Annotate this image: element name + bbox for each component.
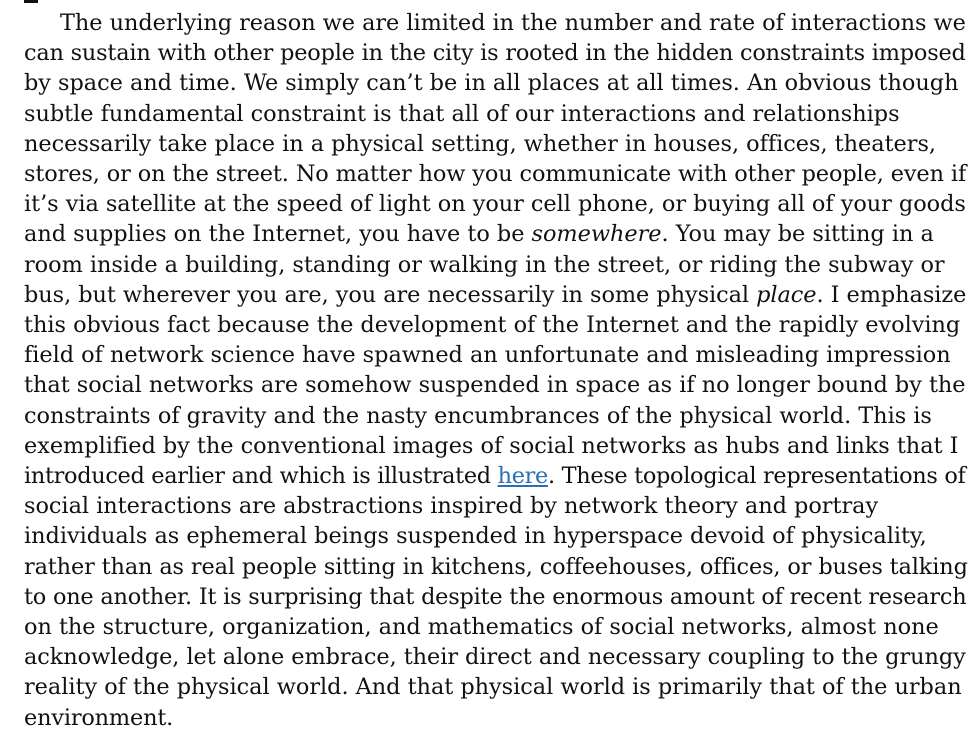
paragraph-line: it’s via satellite at the speed of light on your cell phone, or buying all of your goods — [24, 191, 966, 218]
paragraph-line: introduced earlier and which is illustrated here. These topological representations of — [24, 463, 966, 490]
paragraph-line: reality of the physical world. And that physical world is primarily that of the urban — [24, 674, 962, 701]
paragraph-line: acknowledge, let alone embrace, their direct and necessary coupling to the grungy — [24, 644, 966, 671]
here-link[interactable]: here — [497, 463, 548, 490]
paragraph-line: this obvious fact because the development of the Internet and the rapidly evolving — [24, 312, 961, 339]
book-page — [24, 8, 968, 733]
emphasis-somewhere: somewhere — [531, 221, 662, 248]
paragraph-line: constraints of gravity and the nasty encumbrances of the physical world. This is — [24, 402, 932, 429]
emphasis-place: place — [756, 281, 817, 308]
paragraph-line: rather than as real people sitting in kitchens, coffeehouses, offices, or buses talking — [24, 553, 968, 580]
body-paragraph — [24, 8, 968, 733]
paragraph-line: environment. — [24, 704, 174, 731]
paragraph-line: necessarily take place in a physical setting, whether in houses, offices, theaters, — [24, 130, 937, 157]
paragraph-line: stores, or on the street. No matter how you communicate with other people, even if — [24, 161, 967, 188]
paragraph-line: The underlying reason we are limited in the number and rate of interactions we — [60, 10, 966, 36]
paragraph-line: subtle fundamental constraint is that all of our interactions and relationships — [24, 100, 900, 127]
paragraph-line: exemplified by the conventional images of social networks as hubs and links that I — [24, 432, 959, 459]
cropped-heading-fragment — [24, 0, 38, 3]
paragraph-line: can sustain with other people in the city is rooted in the hidden constraints imposed — [24, 40, 966, 67]
paragraph-line: on the structure, organization, and mathematics of social networks, almost none — [24, 614, 939, 641]
paragraph-line: individuals as ephemeral beings suspended in hyperspace devoid of physicality, — [24, 523, 927, 550]
paragraph-line: to one another. It is surprising that despite the enormous amount of recent research — [24, 583, 967, 610]
paragraph-line: social interactions are abstractions inspired by network theory and portray — [24, 493, 879, 520]
paragraph-line: by space and time. We simply can’t be in all places at all times. An obvious though — [24, 70, 959, 97]
paragraph-line: and supplies on the Internet, you have to be somewhere. You may be sitting in a — [24, 221, 934, 248]
paragraph-line: field of network science have spawned an unfortunate and misleading impression — [24, 342, 951, 369]
paragraph-line: bus, but wherever you are, you are necessarily in some physical place. I emphasize — [24, 281, 967, 308]
paragraph-line: room inside a building, standing or walking in the street, or riding the subway or — [24, 251, 945, 278]
paragraph-line: that social networks are somehow suspended in space as if no longer bound by the — [24, 372, 966, 399]
